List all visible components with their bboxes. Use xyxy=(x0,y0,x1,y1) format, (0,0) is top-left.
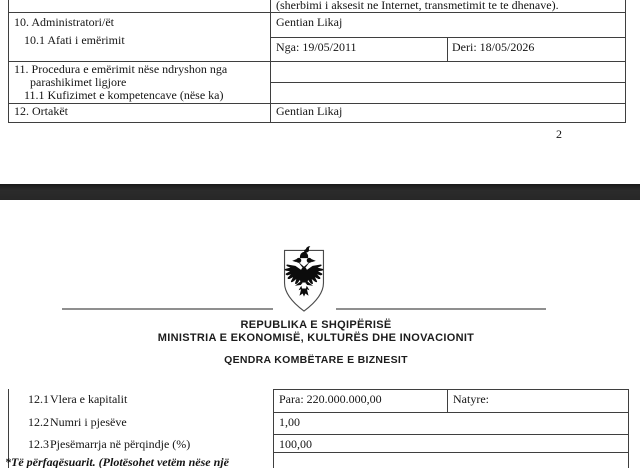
row-11-label-line1: 11. Procedura e emërimit nëse ndryshon nga xyxy=(14,62,228,76)
row-12-1-num: 12.1 xyxy=(28,392,49,406)
table-gridline xyxy=(273,389,629,390)
letterhead-ministry: MINISTRIA E EKONOMISË, KULTURËS DHE INOVACIONIT xyxy=(157,332,475,344)
row-12-1-nature-value: Natyre: xyxy=(453,392,489,406)
row-10-administrator-value: Gentian Likaj xyxy=(276,15,343,29)
row-12-1-label: Vlera e kapitalit xyxy=(50,392,128,406)
table-gridline xyxy=(273,389,274,468)
table-gridline xyxy=(447,389,448,413)
row-12-2-label: Numri i pjesëve xyxy=(50,415,127,429)
page-separator-bar xyxy=(0,184,640,200)
table-gridline xyxy=(8,12,626,13)
row-12-3-value: 100,00 xyxy=(279,437,312,451)
row-11-1-label: 11.1 Kufizimet e kompetencave (nëse ka) xyxy=(24,88,224,102)
table-gridline xyxy=(447,37,448,61)
row-10-label: 10. Administratori/ët xyxy=(14,15,114,29)
table-gridline xyxy=(273,452,629,453)
letterhead-republic: REPUBLIKA E SHQIPËRISË xyxy=(240,319,392,331)
header-rule-right xyxy=(336,308,546,310)
representatives-footnote: *Të përfaqësuarit. (Plotësohet vetëm nëse një xyxy=(5,455,229,468)
row-12-3-num: 12.3 xyxy=(28,437,49,451)
table-gridline xyxy=(270,37,625,38)
row-12-partner-value: Gentian Likaj xyxy=(276,104,343,118)
table-gridline xyxy=(270,82,625,83)
table-gridline xyxy=(8,122,626,123)
letterhead-qkb: QENDRA KOMBËTARE E BIZNESIT xyxy=(224,354,408,366)
row-12-2-value: 1,00 xyxy=(279,415,300,429)
table-gridline xyxy=(273,412,629,413)
row-11-label-line2: parashikimet ligjore xyxy=(30,75,127,89)
row-12-1-capital-value: Para: 220.000.000,00 xyxy=(279,392,382,406)
cell-activity-continuation: (sherbimi i aksesit ne Internet, transmetimit te te dhenave). xyxy=(276,0,559,12)
page-number: 2 xyxy=(556,127,562,141)
table-gridline xyxy=(628,389,629,468)
row-10-date-from: Nga: 19/05/2011 xyxy=(276,40,357,54)
row-10-date-to: Deri: 18/05/2026 xyxy=(452,40,535,54)
header-rule-left xyxy=(62,308,273,310)
row-12-label: 12. Ortakët xyxy=(14,104,68,118)
row-12-2-num: 12.2 xyxy=(28,415,49,429)
row-12-3-label: Pjesëmarrja në përqindje (%) xyxy=(50,437,191,451)
albania-coat-of-arms-icon xyxy=(281,245,327,312)
row-10-1-label: 10.1 Afati i emërimit xyxy=(24,33,125,47)
table-gridline xyxy=(273,434,629,435)
